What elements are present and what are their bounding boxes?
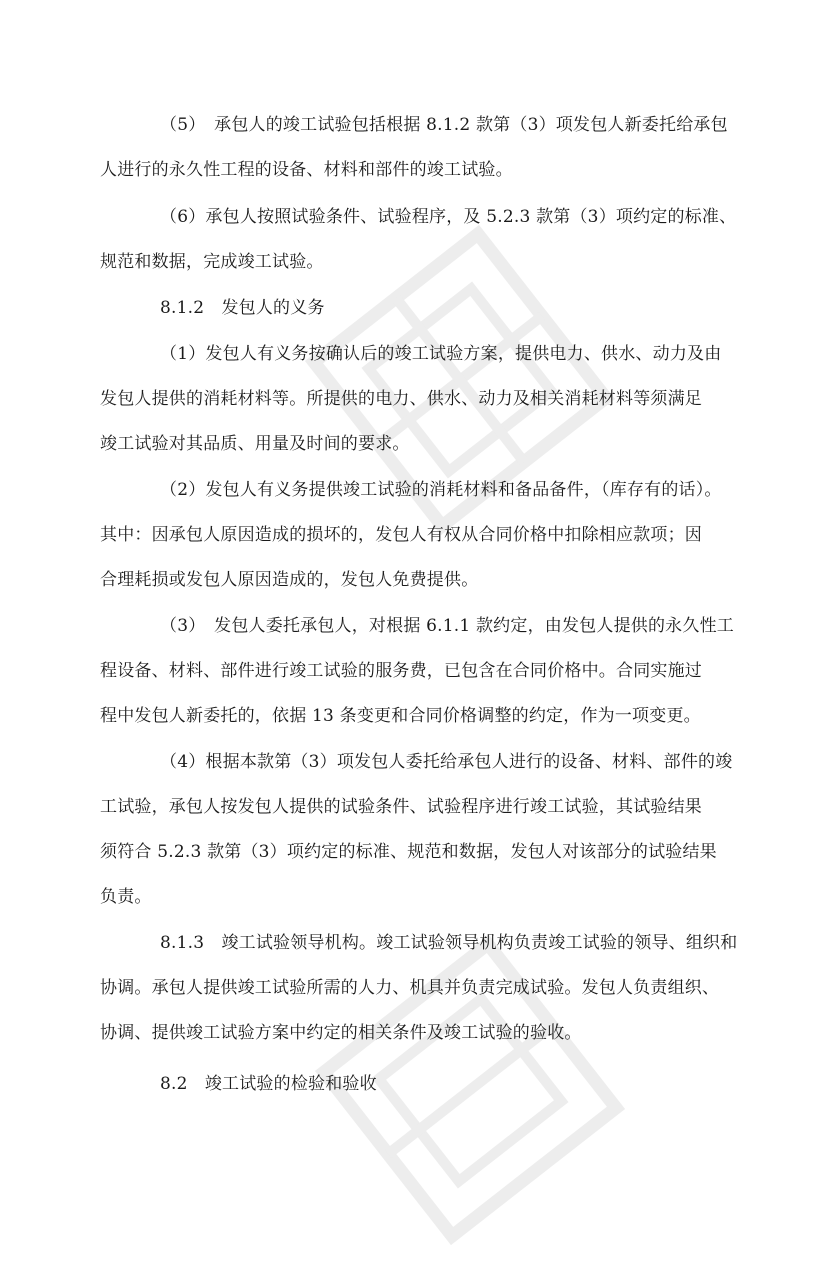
- paragraph-line: 发包人提供的消耗材料等。所提供的电力、供水、动力及相关消耗材料等须满足: [100, 389, 702, 409]
- paragraph-line: （3） 发包人委托承包人，对根据 6.1.1 款约定，由发包人提供的永久性工: [160, 616, 734, 636]
- paragraph-line: 规范和数据，完成竣工试验。: [100, 252, 324, 272]
- paragraph-line: 须符合 5.2.3 款第（3）项约定的标准、规范和数据，发包人对该部分的试验结果: [100, 842, 717, 862]
- paragraph-line: 工试验，承包人按发包人提供的试验条件、试验程序进行竣工试验，其试验结果: [100, 797, 702, 817]
- paragraph-line: 人进行的永久性工程的设备、材料和部件的竣工试验。: [100, 160, 513, 180]
- paragraph-line: 协调、提供竣工试验方案中约定的相关条件及竣工试验的验收。: [100, 1023, 582, 1043]
- paragraph-line: 程设备、材料、部件进行竣工试验的服务费，已包含在合同价格中。合同实施过: [100, 661, 702, 681]
- paragraph-line: 程中发包人新委托的，依据 13 条变更和合同价格调整的约定，作为一项变更。: [100, 706, 701, 726]
- section-heading: 8.2 竣工试验的检验和验收: [160, 1074, 377, 1094]
- paragraph-line: 协调。承包人提供竣工试验所需的人力、机具并负责完成试验。发包人负责组织、: [100, 978, 720, 998]
- paragraph-line: （4）根据本款第（3）项发包人委托给承包人进行的设备、材料、部件的竣: [160, 752, 733, 772]
- paragraph-line: 竣工试验对其品质、用量及时间的要求。: [100, 434, 410, 454]
- paragraph-line: 负责。: [100, 887, 152, 907]
- paragraph-line: （5） 承包人的竣工试验包括根据 8.1.2 款第（3）项发包人新委托给承包: [160, 115, 728, 135]
- paragraph-line: （2）发包人有义务提供竣工试验的消耗材料和备品备件，（库存有的话）。: [160, 480, 722, 500]
- watermark-logo: [278, 198, 643, 563]
- paragraph-line: 合理耗损或发包人原因造成的，发包人免费提供。: [100, 570, 479, 590]
- section-heading: 8.1.2 发包人的义务: [160, 298, 325, 318]
- paragraph-line: 其中：因承包人原因造成的损坏的，发包人有权从合同价格中扣除相应款项；因: [100, 525, 702, 545]
- paragraph-line: （6）承包人按照试验条件、试验程序，及 5.2.3 款第（3）项约定的标准、: [160, 207, 737, 227]
- paragraph-line: 8.1.3 竣工试验领导机构。竣工试验领导机构负责竣工试验的领导、组织和: [160, 933, 738, 953]
- paragraph-line: （1）发包人有义务按确认后的竣工试验方案，提供电力、供水、动力及由: [160, 344, 722, 364]
